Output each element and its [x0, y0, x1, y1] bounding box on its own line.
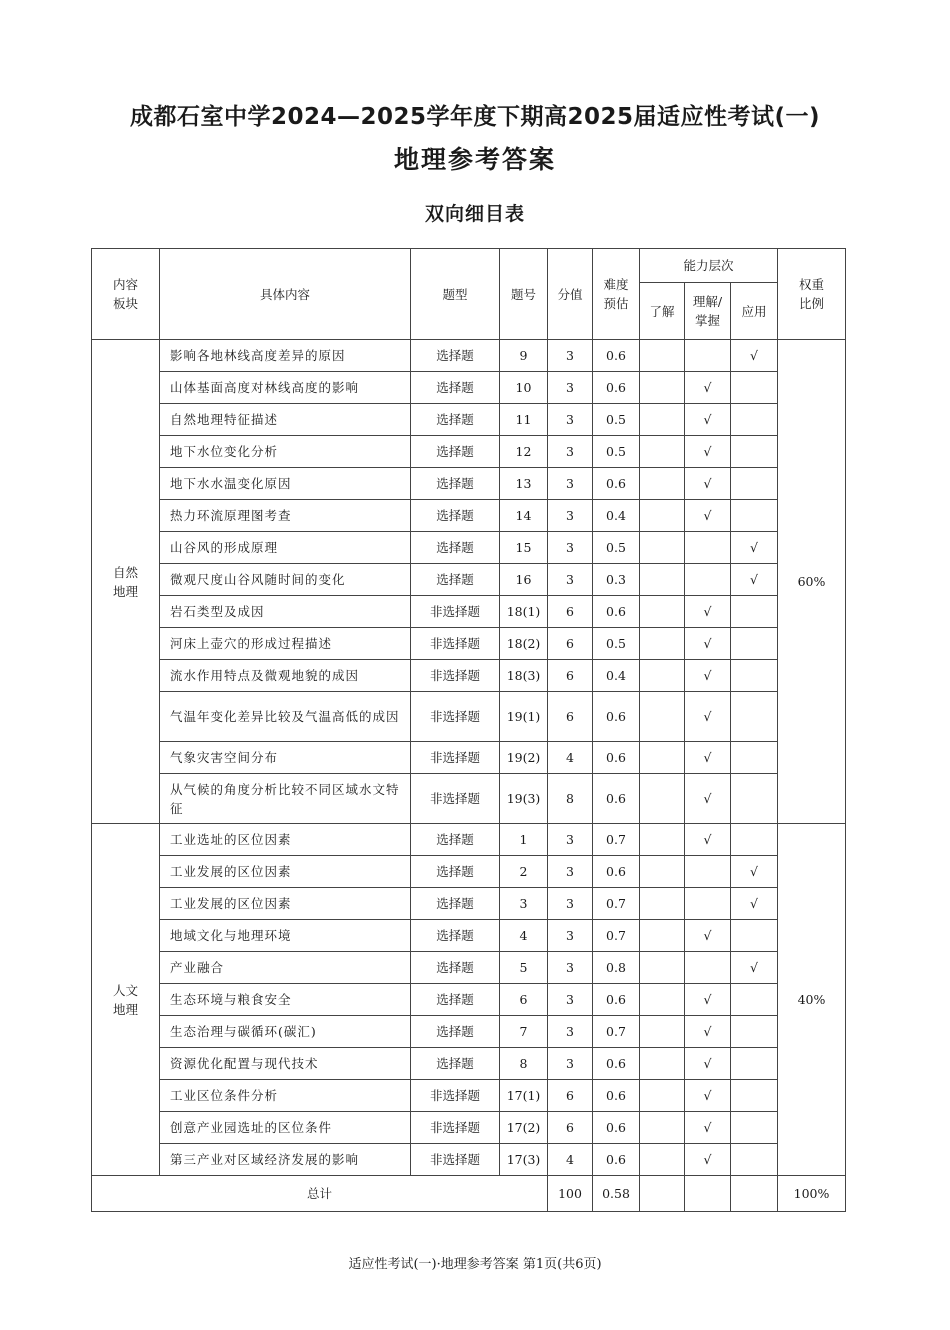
content-cell: 从气候的角度分析比较不同区域水文特征	[160, 774, 411, 824]
score-cell: 3	[548, 436, 593, 468]
check-mark: √	[703, 444, 712, 459]
know-cell	[640, 1112, 685, 1144]
type-cell: 选择题	[411, 500, 500, 532]
difficulty-cell: 0.6	[593, 1048, 640, 1080]
score-cell: 6	[548, 596, 593, 628]
number-cell: 10	[500, 372, 548, 404]
table-row	[92, 692, 846, 742]
number-cell: 13	[500, 468, 548, 500]
content-cell: 工业选址的区位因素	[160, 824, 411, 856]
understand-cell	[685, 984, 731, 1016]
table-row	[92, 1080, 846, 1112]
total-know	[640, 1176, 685, 1212]
check-mark: √	[750, 540, 758, 555]
check-mark: √	[703, 1024, 712, 1039]
understand-cell	[685, 436, 731, 468]
number-cell: 7	[500, 1016, 548, 1048]
table-row	[92, 404, 846, 436]
type-cell: 选择题	[411, 1048, 500, 1080]
score-cell: 3	[548, 564, 593, 596]
apply-cell	[731, 436, 778, 468]
content-cell: 热力环流原理图考查	[160, 500, 411, 532]
content-cell: 山体基面高度对林线高度的影响	[160, 372, 411, 404]
know-cell	[640, 742, 685, 774]
know-cell	[640, 692, 685, 742]
table-row	[92, 628, 846, 660]
header-difficulty: 难度 预估	[593, 249, 640, 340]
table-row	[92, 1016, 846, 1048]
content-cell: 流水作用特点及微观地貌的成因	[160, 660, 411, 692]
score-cell: 8	[548, 774, 593, 824]
difficulty-cell: 0.6	[593, 856, 640, 888]
content-cell: 第三产业对区域经济发展的影响	[160, 1144, 411, 1176]
understand-cell	[685, 596, 731, 628]
know-cell	[640, 824, 685, 856]
content-cell: 地下水水温变化原因	[160, 468, 411, 500]
type-cell: 选择题	[411, 468, 500, 500]
score-cell: 6	[548, 692, 593, 742]
content-cell: 影响各地林线高度差异的原因	[160, 340, 411, 372]
number-cell: 19(3)	[500, 774, 548, 824]
score-cell: 3	[548, 984, 593, 1016]
number-cell: 9	[500, 340, 548, 372]
table-row	[92, 742, 846, 774]
know-cell	[640, 1080, 685, 1112]
header-block: 内容 板块	[92, 249, 160, 340]
type-cell: 选择题	[411, 372, 500, 404]
type-cell: 选择题	[411, 920, 500, 952]
difficulty-cell: 0.4	[593, 660, 640, 692]
understand-cell	[685, 468, 731, 500]
understand-cell	[685, 372, 731, 404]
number-cell: 5	[500, 952, 548, 984]
table-row	[92, 468, 846, 500]
content-cell: 产业融合	[160, 952, 411, 984]
check-mark: √	[703, 1088, 712, 1103]
table-body	[92, 340, 846, 1176]
content-cell: 工业发展的区位因素	[160, 888, 411, 920]
difficulty-cell: 0.6	[593, 984, 640, 1016]
apply-cell	[731, 888, 778, 920]
type-cell: 非选择题	[411, 596, 500, 628]
difficulty-cell: 0.6	[593, 742, 640, 774]
apply-cell	[731, 1016, 778, 1048]
type-cell: 非选择题	[411, 774, 500, 824]
content-cell: 气象灾害空间分布	[160, 742, 411, 774]
apply-cell	[731, 952, 778, 984]
page-footer: 适应性考试(一)·地理参考答案 第1页(共6页)	[348, 1257, 602, 1272]
type-cell: 选择题	[411, 564, 500, 596]
score-cell: 3	[548, 372, 593, 404]
check-mark: √	[703, 1152, 712, 1167]
table-row	[92, 1144, 846, 1176]
type-cell: 选择题	[411, 888, 500, 920]
number-cell: 19(2)	[500, 742, 548, 774]
table-row	[92, 984, 846, 1016]
understand-cell	[685, 404, 731, 436]
content-cell: 河床上壶穴的形成过程描述	[160, 628, 411, 660]
check-mark: √	[703, 668, 712, 683]
table-row	[92, 436, 846, 468]
number-cell: 14	[500, 500, 548, 532]
type-cell: 非选择题	[411, 692, 500, 742]
difficulty-cell: 0.7	[593, 888, 640, 920]
score-cell: 3	[548, 468, 593, 500]
table-row	[92, 952, 846, 984]
type-cell: 非选择题	[411, 660, 500, 692]
difficulty-cell: 0.5	[593, 628, 640, 660]
header-number: 题号	[500, 249, 548, 340]
header-know: 了解	[640, 283, 685, 340]
know-cell	[640, 1144, 685, 1176]
apply-cell	[731, 692, 778, 742]
table-row	[92, 1048, 846, 1080]
difficulty-cell: 0.5	[593, 436, 640, 468]
content-cell: 自然地理特征描述	[160, 404, 411, 436]
table-row	[92, 888, 846, 920]
apply-cell	[731, 984, 778, 1016]
number-cell: 2	[500, 856, 548, 888]
score-cell: 3	[548, 952, 593, 984]
total-understand	[685, 1176, 731, 1212]
score-cell: 4	[548, 1144, 593, 1176]
apply-cell	[731, 1144, 778, 1176]
content-cell: 生态治理与碳循环(碳汇)	[160, 1016, 411, 1048]
check-mark: √	[703, 1120, 712, 1135]
table-row	[92, 340, 846, 372]
exam-title: 成都石室中学2024—2025学年度下期高2025届适应性考试(一)	[129, 104, 821, 130]
apply-cell	[731, 742, 778, 774]
check-mark: √	[703, 832, 712, 847]
type-cell: 选择题	[411, 952, 500, 984]
check-mark: √	[703, 992, 712, 1007]
content-cell: 地下水位变化分析	[160, 436, 411, 468]
content-cell: 地域文化与地理环境	[160, 920, 411, 952]
specification-table	[91, 248, 846, 1212]
difficulty-cell: 0.6	[593, 692, 640, 742]
check-mark: √	[703, 928, 712, 943]
check-mark: √	[703, 508, 712, 523]
score-cell: 6	[548, 660, 593, 692]
type-cell: 非选择题	[411, 1144, 500, 1176]
difficulty-cell: 0.6	[593, 1144, 640, 1176]
understand-cell	[685, 1048, 731, 1080]
apply-cell	[731, 1080, 778, 1112]
apply-cell	[731, 596, 778, 628]
apply-cell	[731, 1048, 778, 1080]
score-cell: 3	[548, 532, 593, 564]
score-cell: 4	[548, 742, 593, 774]
total-score: 100	[548, 1176, 593, 1212]
score-cell: 6	[548, 1112, 593, 1144]
header-content: 具体内容	[160, 249, 411, 340]
type-cell: 选择题	[411, 984, 500, 1016]
understand-cell	[685, 564, 731, 596]
check-mark: √	[703, 412, 712, 427]
difficulty-cell: 0.8	[593, 952, 640, 984]
number-cell: 6	[500, 984, 548, 1016]
score-cell: 6	[548, 628, 593, 660]
type-cell: 选择题	[411, 856, 500, 888]
know-cell	[640, 774, 685, 824]
check-mark: √	[703, 750, 712, 765]
table-row	[92, 920, 846, 952]
apply-cell	[731, 856, 778, 888]
content-cell: 工业发展的区位因素	[160, 856, 411, 888]
difficulty-cell: 0.4	[593, 500, 640, 532]
difficulty-cell: 0.7	[593, 920, 640, 952]
know-cell	[640, 404, 685, 436]
apply-cell	[731, 1112, 778, 1144]
difficulty-cell: 0.7	[593, 1016, 640, 1048]
table-row	[92, 500, 846, 532]
know-cell	[640, 628, 685, 660]
check-mark: √	[703, 604, 712, 619]
know-cell	[640, 856, 685, 888]
understand-cell	[685, 1016, 731, 1048]
number-cell: 15	[500, 532, 548, 564]
difficulty-cell: 0.6	[593, 340, 640, 372]
check-mark: √	[703, 791, 712, 806]
table-row	[92, 856, 846, 888]
understand-cell	[685, 1112, 731, 1144]
type-cell: 选择题	[411, 340, 500, 372]
apply-cell	[731, 340, 778, 372]
understand-cell	[685, 692, 731, 742]
know-cell	[640, 532, 685, 564]
difficulty-cell: 0.7	[593, 824, 640, 856]
type-cell: 非选择题	[411, 628, 500, 660]
type-cell: 选择题	[411, 404, 500, 436]
understand-cell	[685, 532, 731, 564]
content-cell: 岩石类型及成因	[160, 596, 411, 628]
know-cell	[640, 952, 685, 984]
header-type: 题型	[411, 249, 500, 340]
score-cell: 3	[548, 500, 593, 532]
number-cell: 18(1)	[500, 596, 548, 628]
apply-cell	[731, 564, 778, 596]
understand-cell	[685, 500, 731, 532]
header-ability: 能力层次	[640, 249, 778, 283]
type-cell: 非选择题	[411, 1112, 500, 1144]
number-cell: 12	[500, 436, 548, 468]
content-cell: 资源优化配置与现代技术	[160, 1048, 411, 1080]
type-cell: 非选择题	[411, 742, 500, 774]
number-cell: 16	[500, 564, 548, 596]
number-cell: 4	[500, 920, 548, 952]
weight-cell: 40%	[778, 824, 846, 1176]
content-cell: 工业区位条件分析	[160, 1080, 411, 1112]
know-cell	[640, 340, 685, 372]
know-cell	[640, 436, 685, 468]
number-cell: 11	[500, 404, 548, 436]
know-cell	[640, 500, 685, 532]
know-cell	[640, 596, 685, 628]
document-title: 地理参考答案	[393, 145, 556, 174]
understand-cell	[685, 952, 731, 984]
number-cell: 18(2)	[500, 628, 548, 660]
number-cell: 17(3)	[500, 1144, 548, 1176]
number-cell: 1	[500, 824, 548, 856]
difficulty-cell: 0.6	[593, 596, 640, 628]
type-cell: 选择题	[411, 824, 500, 856]
understand-cell	[685, 920, 731, 952]
score-cell: 3	[548, 340, 593, 372]
type-cell: 选择题	[411, 532, 500, 564]
weight-cell: 60%	[778, 340, 846, 824]
understand-cell	[685, 1144, 731, 1176]
score-cell: 3	[548, 888, 593, 920]
total-row	[92, 1176, 846, 1212]
know-cell	[640, 1048, 685, 1080]
table-row	[92, 532, 846, 564]
apply-cell	[731, 920, 778, 952]
score-cell: 3	[548, 404, 593, 436]
apply-cell	[731, 500, 778, 532]
total-apply	[731, 1176, 778, 1212]
total-label: 总计	[92, 1176, 548, 1212]
apply-cell	[731, 372, 778, 404]
difficulty-cell: 0.6	[593, 1112, 640, 1144]
header-understand: 理解/ 掌握	[685, 283, 731, 340]
score-cell: 3	[548, 920, 593, 952]
check-mark: √	[703, 380, 712, 395]
check-mark: √	[750, 960, 758, 975]
score-cell: 3	[548, 856, 593, 888]
block-cell: 人文 地理	[92, 824, 160, 1176]
know-cell	[640, 888, 685, 920]
table-row	[92, 824, 846, 856]
understand-cell	[685, 856, 731, 888]
understand-cell	[685, 628, 731, 660]
header-apply: 应用	[731, 283, 778, 340]
check-mark: √	[703, 1056, 712, 1071]
know-cell	[640, 984, 685, 1016]
check-mark: √	[703, 476, 712, 491]
apply-cell	[731, 532, 778, 564]
know-cell	[640, 564, 685, 596]
difficulty-cell: 0.6	[593, 372, 640, 404]
understand-cell	[685, 888, 731, 920]
score-cell: 6	[548, 1080, 593, 1112]
check-mark: √	[703, 636, 712, 651]
understand-cell	[685, 660, 731, 692]
difficulty-cell: 0.3	[593, 564, 640, 596]
know-cell	[640, 468, 685, 500]
table-row	[92, 660, 846, 692]
understand-cell	[685, 340, 731, 372]
number-cell: 19(1)	[500, 692, 548, 742]
header-weight: 权重 比例	[778, 249, 846, 340]
table-row	[92, 372, 846, 404]
table-row	[92, 1112, 846, 1144]
type-cell: 选择题	[411, 436, 500, 468]
number-cell: 18(3)	[500, 660, 548, 692]
total-weight: 100%	[778, 1176, 846, 1212]
check-mark: √	[703, 709, 712, 724]
score-cell: 3	[548, 1016, 593, 1048]
total-difficulty: 0.58	[593, 1176, 640, 1212]
number-cell: 17(1)	[500, 1080, 548, 1112]
content-cell: 微观尺度山谷风随时间的变化	[160, 564, 411, 596]
content-cell: 气温年变化差异比较及气温高低的成因	[160, 692, 411, 742]
apply-cell	[731, 468, 778, 500]
difficulty-cell: 0.6	[593, 1080, 640, 1112]
check-mark: √	[750, 572, 758, 587]
score-cell: 3	[548, 824, 593, 856]
apply-cell	[731, 774, 778, 824]
type-cell: 选择题	[411, 1016, 500, 1048]
type-cell: 非选择题	[411, 1080, 500, 1112]
check-mark: √	[750, 896, 758, 911]
understand-cell	[685, 774, 731, 824]
difficulty-cell: 0.5	[593, 532, 640, 564]
content-cell: 生态环境与粮食安全	[160, 984, 411, 1016]
understand-cell	[685, 824, 731, 856]
number-cell: 17(2)	[500, 1112, 548, 1144]
table-row	[92, 774, 846, 824]
content-cell: 山谷风的形成原理	[160, 532, 411, 564]
difficulty-cell: 0.6	[593, 774, 640, 824]
check-mark: √	[750, 864, 758, 879]
apply-cell	[731, 628, 778, 660]
apply-cell	[731, 660, 778, 692]
number-cell: 8	[500, 1048, 548, 1080]
apply-cell	[731, 824, 778, 856]
difficulty-cell: 0.5	[593, 404, 640, 436]
section-title: 双向细目表	[424, 203, 525, 225]
difficulty-cell: 0.6	[593, 468, 640, 500]
block-cell: 自然 地理	[92, 340, 160, 824]
header-score: 分值	[548, 249, 593, 340]
know-cell	[640, 372, 685, 404]
table-row	[92, 596, 846, 628]
apply-cell	[731, 404, 778, 436]
number-cell: 3	[500, 888, 548, 920]
understand-cell	[685, 742, 731, 774]
know-cell	[640, 920, 685, 952]
score-cell: 3	[548, 1048, 593, 1080]
know-cell	[640, 1016, 685, 1048]
understand-cell	[685, 1080, 731, 1112]
know-cell	[640, 660, 685, 692]
content-cell: 创意产业园选址的区位条件	[160, 1112, 411, 1144]
check-mark: √	[750, 348, 758, 363]
table-row	[92, 564, 846, 596]
